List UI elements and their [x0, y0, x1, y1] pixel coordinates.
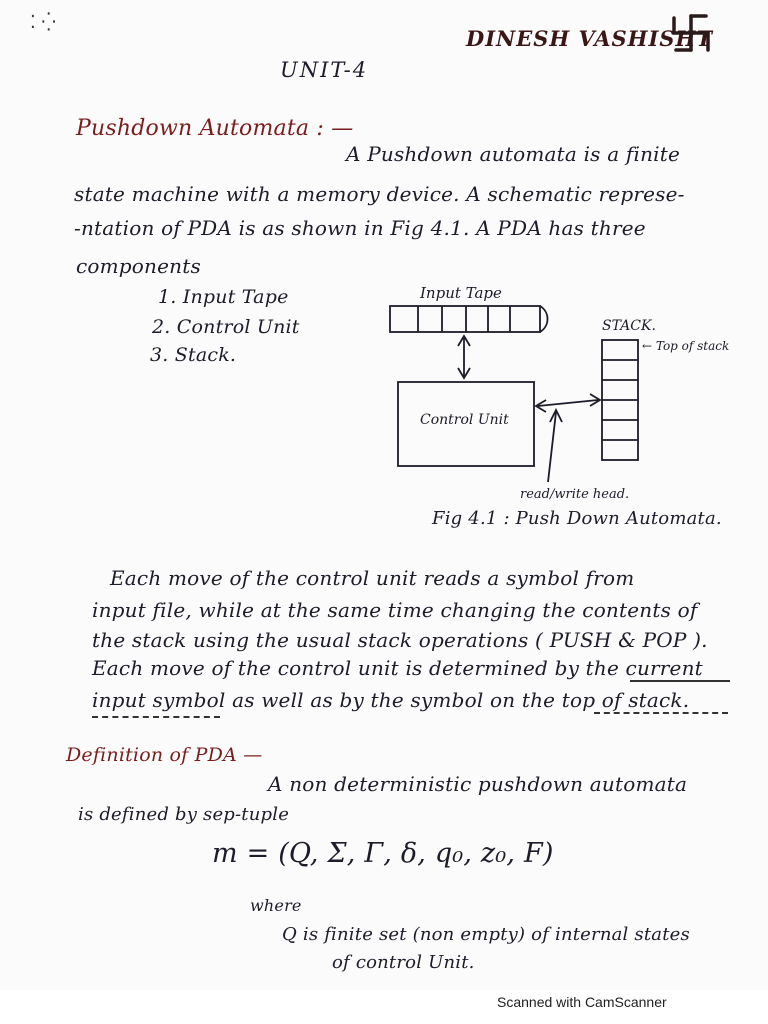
definition-line: A non deterministic pushdown automata: [268, 772, 688, 796]
list-item: 3. Stack.: [150, 344, 237, 366]
list-item: 1. Input Tape: [158, 286, 289, 308]
section-heading-definition: Definition of PDA —: [66, 744, 263, 766]
underline-mark: [594, 712, 728, 714]
underline-mark: [630, 680, 730, 682]
pda-diagram: [380, 276, 760, 526]
definition-line: of control Unit.: [332, 952, 475, 973]
paragraph-line: -ntation of PDA is as shown in Fig 4.1. A PDA has three: [74, 216, 646, 240]
paragraph-line: A Pushdown automata is a finite: [346, 142, 681, 166]
control-unit-label: Control Unit: [420, 412, 509, 428]
swastika-icon: [668, 10, 714, 56]
unit-title: UNIT-4: [280, 58, 369, 82]
pda-formula: m = (Q, Σ, Γ, δ, q₀, z₀, F): [212, 838, 554, 869]
pda-diagram-drawing: [380, 276, 760, 526]
paragraph-line: Each move of the control unit is determined by the current: [92, 656, 703, 680]
definition-line: is defined by sep-tuple: [78, 804, 290, 825]
input-tape-label: Input Tape: [420, 284, 502, 302]
paragraph-line: the stack using the usual stack operations ( PUSH & POP ).: [92, 628, 708, 652]
paragraph-line: Each move of the control unit reads a symbol from: [110, 566, 635, 590]
rw-head-label: read/write head.: [520, 487, 630, 502]
list-item: 2. Control Unit: [152, 316, 300, 338]
scanner-watermark: Scanned with CamScanner: [497, 994, 667, 1010]
where-label: where: [250, 896, 302, 915]
definition-line: Q is finite set (non empty) of internal states: [282, 924, 690, 945]
paragraph-line: input file, while at the same time changing the contents of: [92, 598, 698, 622]
paragraph-line: input symbol as well as by the symbol on the top of stack.: [92, 688, 690, 712]
corner-marks: ⁚ ⁛: [30, 12, 56, 33]
input-tape: [390, 306, 540, 332]
author-name: DINESH VASHISHT: [466, 26, 713, 51]
stack-label: STACK.: [602, 318, 656, 334]
top-of-stack-label: ← Top of stack: [642, 339, 730, 353]
paragraph-line: components: [76, 254, 201, 278]
section-heading-pda: Pushdown Automata : —: [76, 116, 354, 141]
figure-caption: Fig 4.1 : Push Down Automata.: [432, 508, 722, 529]
underline-mark: [92, 716, 220, 718]
paragraph-line: state machine with a memory device. A schematic represe-: [74, 182, 685, 206]
